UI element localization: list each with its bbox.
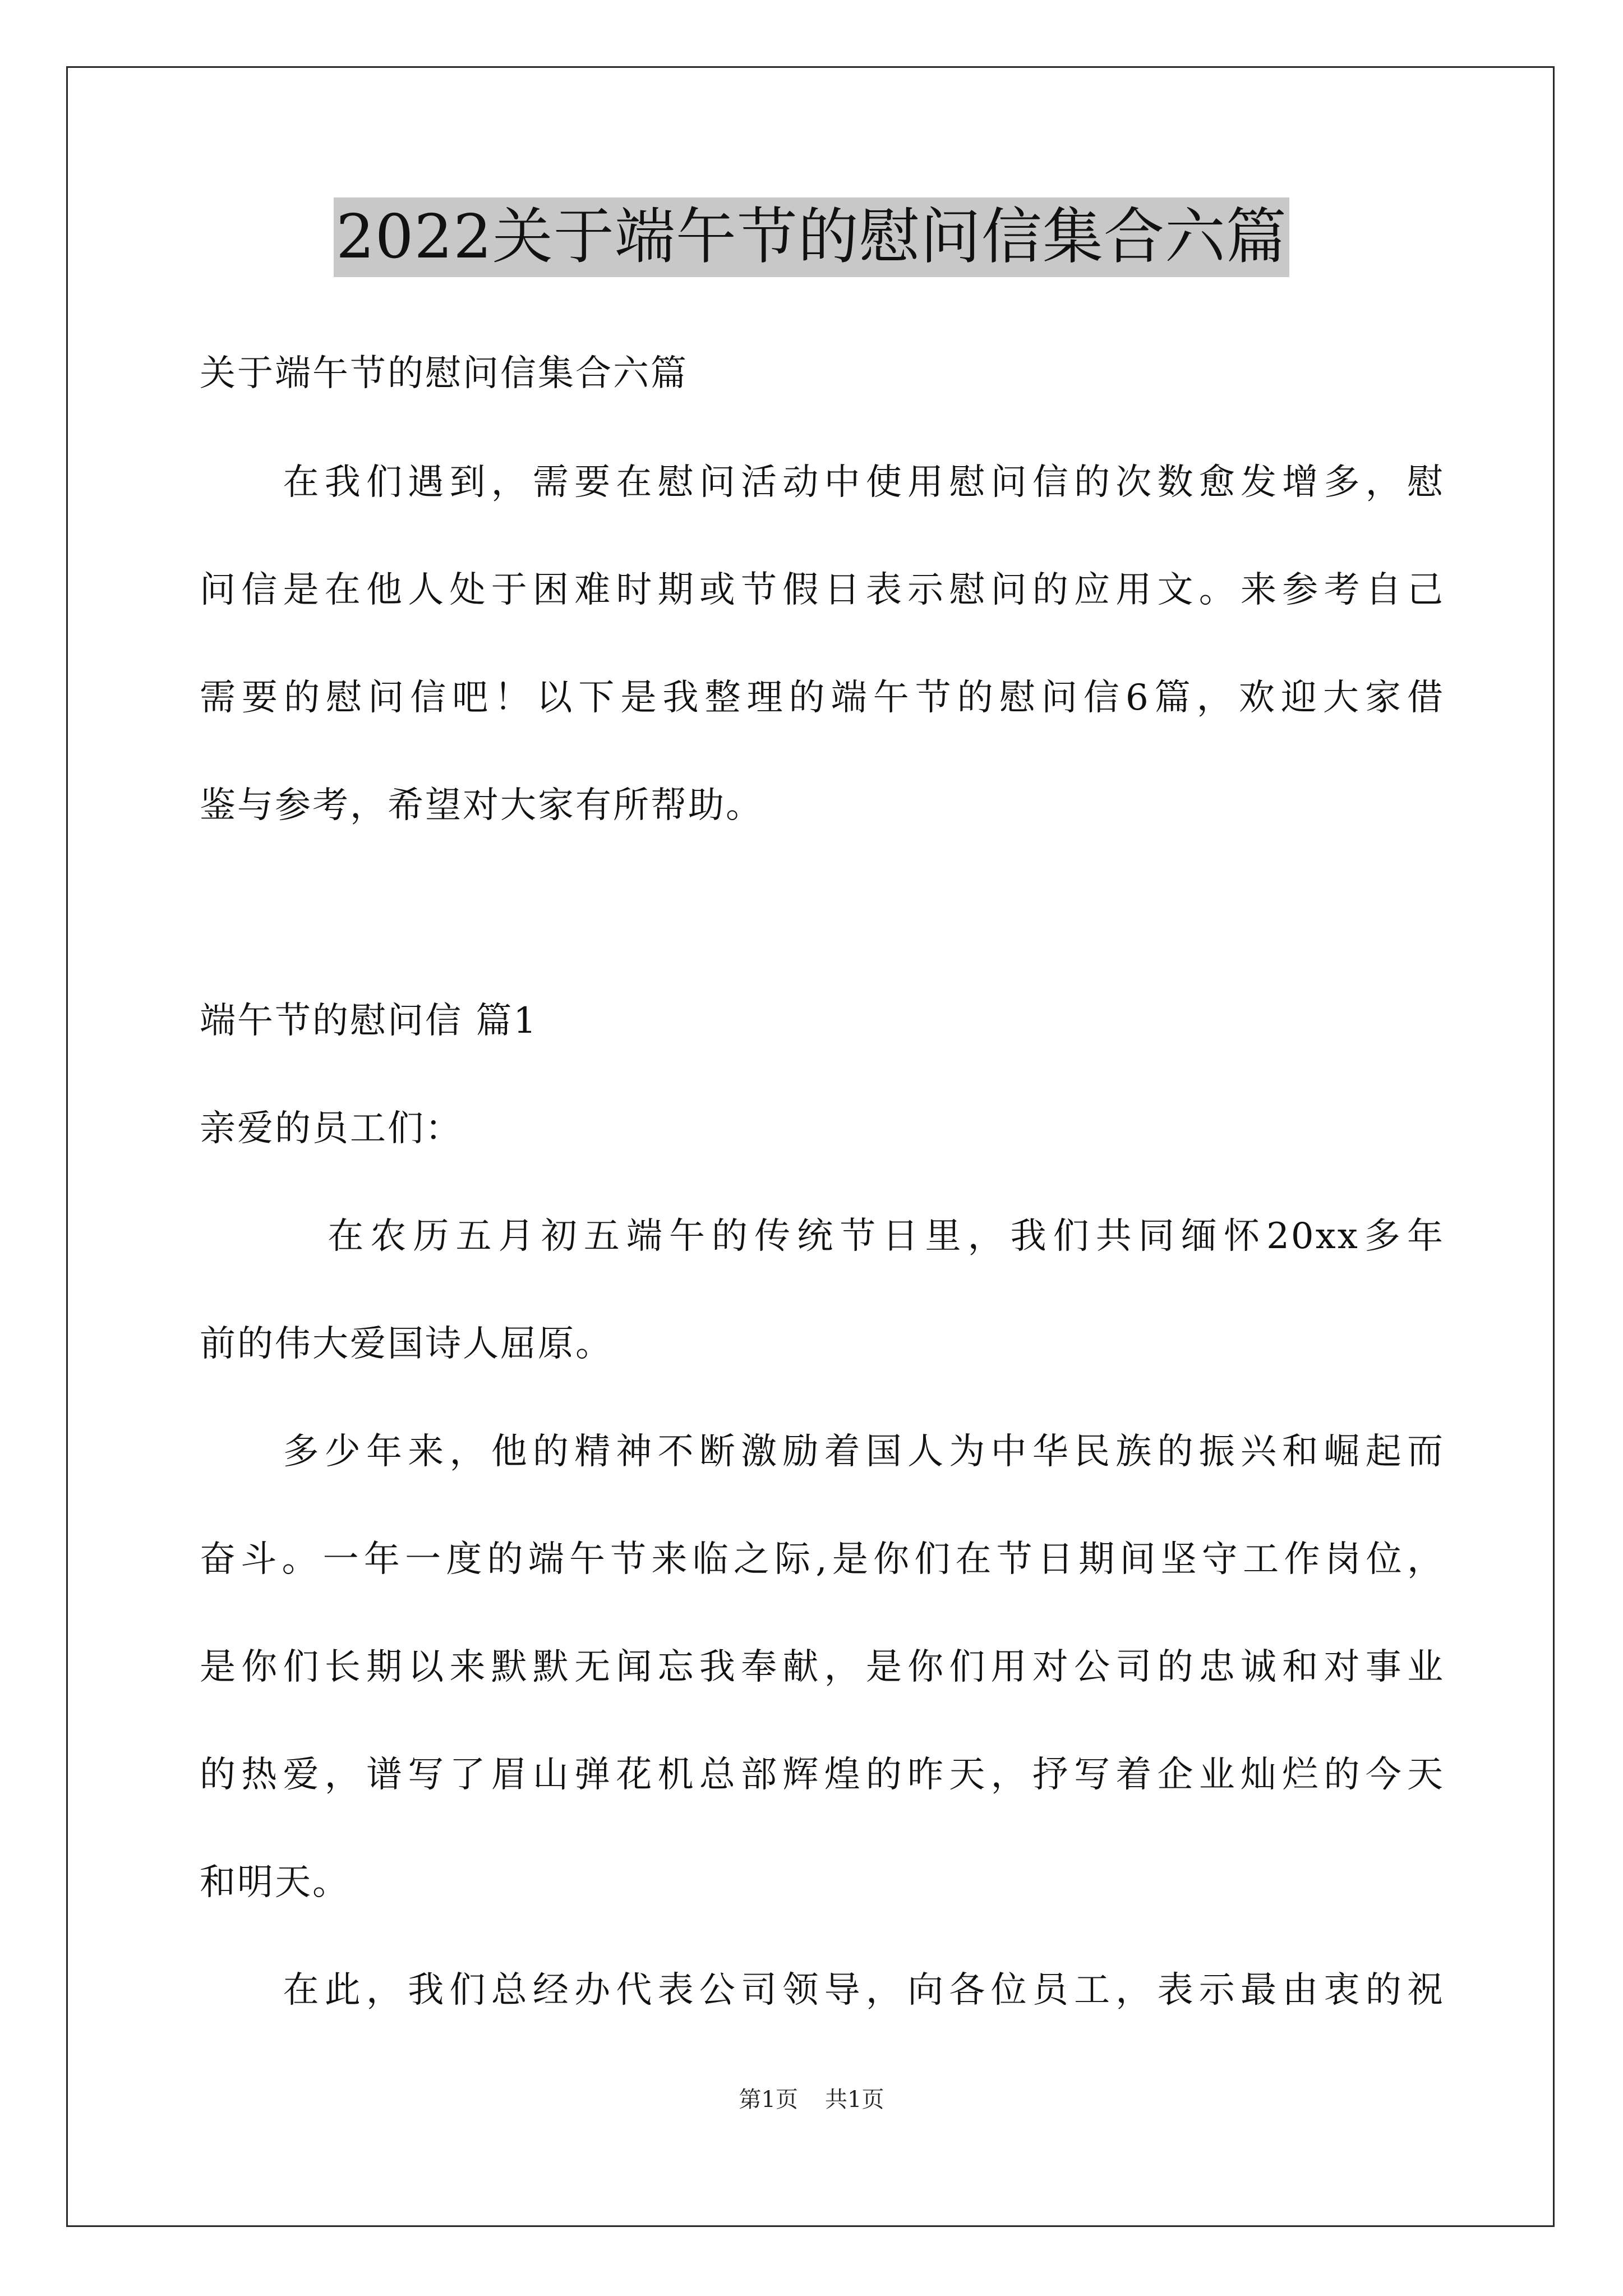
body-line: 问信是在他人处于困难时期或节假日表示慰问的应用文。来参考自己 — [200, 569, 1445, 611]
body-line: 和明天。 — [200, 1862, 350, 1903]
subtitle-line: 关于端午节的慰问信集合六篇 — [200, 353, 688, 394]
section-heading: 端午节的慰问信 篇1 — [200, 1000, 538, 1042]
body-line: 的热爱，谱写了眉山弹花机总部辉煌的昨天，抒写着企业灿烂的今天 — [200, 1754, 1445, 1796]
page-footer — [0, 2086, 1623, 2114]
body-line: 奋斗。一年一度的端午节来临之际,是你们在节日期间坚守工作岗位， — [200, 1539, 1445, 1580]
salutation-line: 亲爱的员工们： — [200, 1108, 463, 1149]
body-line: 在我们遇到，需要在慰问活动中使用慰问信的次数愈发增多，慰 — [200, 462, 1445, 503]
document-title: 2022关于端午节的慰问信集合六篇 — [334, 197, 1289, 277]
body-line: 多少年来，他的精神不断激励着国人为中华民族的振兴和崛起而 — [200, 1431, 1445, 1473]
body-line: 在农历五月初五端午的传统节日里，我们共同缅怀20xx多年 — [200, 1216, 1445, 1257]
body-line: 需要的慰问信吧！以下是我整理的端午节的慰问信6篇，欢迎大家借 — [200, 677, 1445, 719]
body-line: 前的伟大爱国诗人屈原。 — [200, 1323, 613, 1365]
page-number: 第1页 — [739, 2087, 798, 2113]
page-total: 共1页 — [825, 2087, 884, 2113]
body-line: 鉴与参考，希望对大家有所帮助。 — [200, 785, 763, 826]
body-line: 是你们长期以来默默无闻忘我奉献，是你们用对公司的忠诚和对事业 — [200, 1646, 1445, 1688]
document-title-block — [0, 197, 1623, 277]
body-line: 在此，我们总经办代表公司领导，向各位员工，表示最由衷的祝 — [200, 1970, 1445, 2011]
